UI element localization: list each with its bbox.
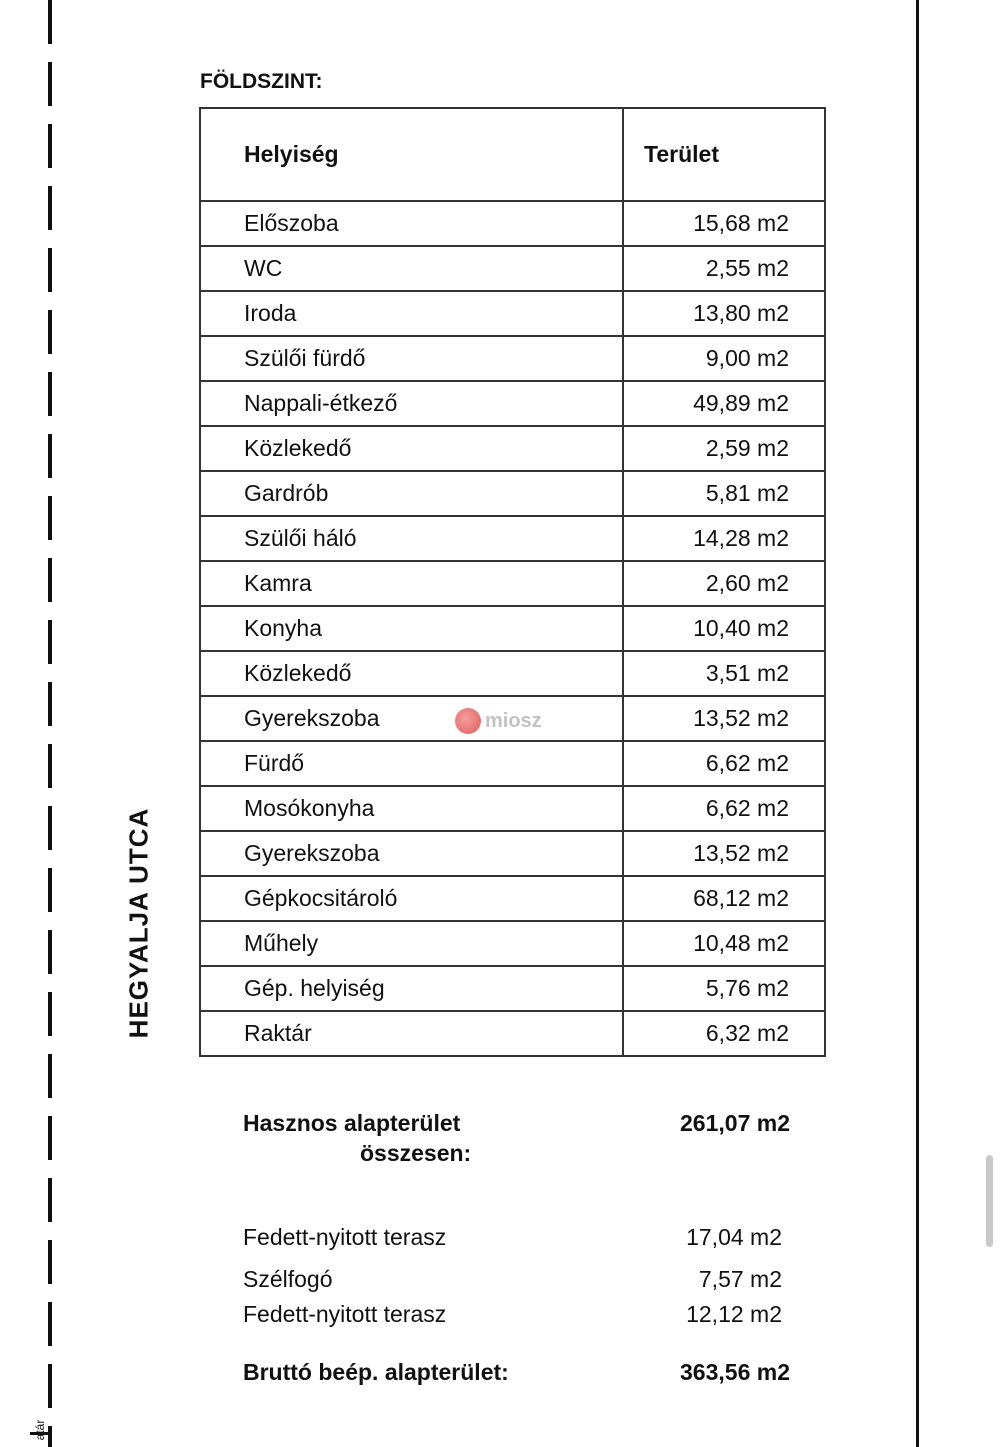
boundary-dashed-line (48, 0, 52, 1447)
table-row (200, 561, 825, 606)
table-row (200, 471, 825, 516)
gross-total-value: 363,56 m2 (680, 1359, 790, 1385)
room-area: 10,48 m2 (623, 921, 825, 966)
room-name: Előszoba (200, 201, 623, 246)
scrollbar-thumb[interactable] (986, 1155, 993, 1247)
room-name: Gép. helyiség (200, 966, 623, 1011)
room-area-table (199, 107, 826, 1057)
room-name: Konyha (200, 606, 623, 651)
table-row (200, 651, 825, 696)
room-name: Műhely (200, 921, 623, 966)
table-row (200, 1011, 825, 1056)
room-name: Közlekedő (200, 651, 623, 696)
useful-total-value: 261,07 m2 (680, 1110, 790, 1136)
room-area: 6,62 m2 (623, 786, 825, 831)
room-area: 3,51 m2 (623, 651, 825, 696)
extra-label-2: Szélfogó (243, 1266, 333, 1292)
table-row (200, 516, 825, 561)
room-area: 2,59 m2 (623, 426, 825, 471)
room-area: 2,55 m2 (623, 246, 825, 291)
room-name: WC (200, 246, 623, 291)
table-row (200, 336, 825, 381)
room-area: 5,81 m2 (623, 471, 825, 516)
room-name: Gardrób (200, 471, 623, 516)
table-row (200, 426, 825, 471)
room-name: Szülői háló (200, 516, 623, 561)
table-row (200, 741, 825, 786)
section-title: FÖLDSZINT: (200, 70, 323, 93)
room-area: 5,76 m2 (623, 966, 825, 1011)
room-name: Fürdő (200, 741, 623, 786)
room-area: 9,00 m2 (623, 336, 825, 381)
room-name: Raktár (200, 1011, 623, 1056)
room-name: Mosókonyha (200, 786, 623, 831)
room-area: 13,80 m2 (623, 291, 825, 336)
extra-value-3: 12,12 m2 (686, 1301, 782, 1327)
room-area: 2,60 m2 (623, 561, 825, 606)
room-area: 15,68 m2 (623, 201, 825, 246)
table-row (200, 831, 825, 876)
table-row (200, 246, 825, 291)
watermark-logo-icon (455, 708, 481, 734)
room-area: 13,52 m2 (623, 831, 825, 876)
extra-label-3: Fedett-nyitott terasz (243, 1301, 447, 1327)
room-name: Gyerekszoba (200, 696, 623, 741)
room-area: 6,62 m2 (623, 741, 825, 786)
table-row (200, 966, 825, 1011)
table-row (200, 606, 825, 651)
extra-label-1: Fedett-nyitott terasz (243, 1224, 447, 1250)
table-row (200, 786, 825, 831)
room-name: Közlekedő (200, 426, 623, 471)
room-name: Kamra (200, 561, 623, 606)
extra-value-1: 17,04 m2 (686, 1224, 782, 1250)
gross-total-label: Bruttó beép. alapterület: (243, 1359, 509, 1385)
room-area: 6,32 m2 (623, 1011, 825, 1056)
room-area: 68,12 m2 (623, 876, 825, 921)
room-area: 14,28 m2 (623, 516, 825, 561)
table-row (200, 921, 825, 966)
table-header-row (200, 108, 825, 201)
corner-text-fragment: atár (33, 1419, 47, 1441)
room-area: 10,40 m2 (623, 606, 825, 651)
header-room: Helyiség (200, 108, 623, 201)
room-name: Gyerekszoba (200, 831, 623, 876)
room-name: Gépkocsitároló (200, 876, 623, 921)
room-name: Szülői fürdő (200, 336, 623, 381)
table-row (200, 201, 825, 246)
useful-total-label-1: Hasznos alapterület (243, 1110, 461, 1136)
table-row (200, 291, 825, 336)
room-area: 49,89 m2 (623, 381, 825, 426)
useful-total-label-2: összesen: (360, 1140, 472, 1166)
room-name: Iroda (200, 291, 623, 336)
header-area: Terület (623, 108, 825, 201)
room-area: 13,52 m2 (623, 696, 825, 741)
table-row (200, 381, 825, 426)
watermark-text: miosz (485, 709, 542, 732)
watermark (455, 708, 542, 734)
street-name-label: HEGYALJA UTCA (123, 807, 154, 1039)
extra-value-2: 7,57 m2 (698, 1266, 782, 1292)
table-row (200, 876, 825, 921)
room-name: Nappali-étkező (200, 381, 623, 426)
page-right-border (916, 0, 919, 1447)
